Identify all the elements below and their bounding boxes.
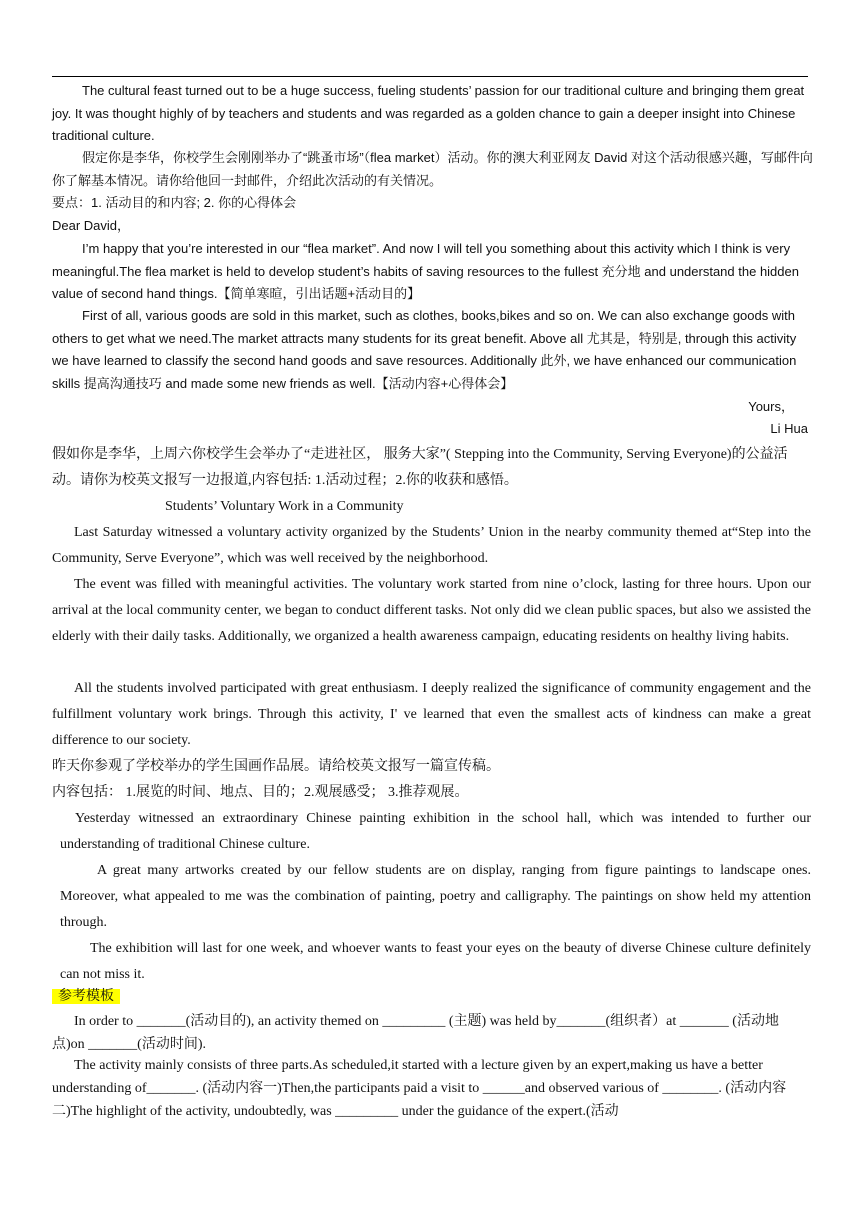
s3-paragraph-3: The exhibition will last for one week, and whoever wants to feast your eyes on the beauty of diverse Chinese culture definitely can not miss it. <box>60 941 811 982</box>
s3-prompt: 昨天你参观了学校举办的学生国画作品展。请给校英文报写一篇宣传稿。 <box>52 759 500 774</box>
template-paragraph-1: In order to _______(活动目的), an activity themed on _________ (主题) was held by_______(组织者）at _______ (活动地点)on _______(活动时间). <box>52 1014 779 1052</box>
s1-paragraph-1: I’m happy that you’re interested in our “flea market”. And now I will tell you something about this activity which I think is very meaningful.The flea market is held to develop student’s habits of saving resources to the fullest 充分地 and understand the hidden value of second hand things.【简单寒暄，引出话题+活动目的】 <box>52 241 799 302</box>
top-rule <box>52 76 808 77</box>
s3-paragraph-1: Yesterday witnessed an extraordinary Chinese painting exhibition in the school hall, which was intended to further our understanding of traditional Chinese culture. <box>60 811 811 852</box>
s2-paragraph-1: Last Saturday witnessed a voluntary activity organized by the Students’ Union in the nearby community themed at“Step into the Community, Serve Everyone”, which was well received by the neighborhood. <box>52 525 811 566</box>
s2-paragraph-3: All the students involved participated with great enthusiasm. I deeply realized the significance of community engagement and the fulfillment voluntary work brings. Through this activity, I' ve learned that even the smallest acts of kindness can make a great difference to our society. <box>52 681 811 748</box>
s1-signature: Li Hua <box>770 421 808 436</box>
s1-intro: The cultural feast turned out to be a huge success, fueling students’ passion for our traditional culture and bringing them great joy. It was thought highly of by teachers and students and was regarded as a golden chance to gain a deeper insight into Chinese traditional culture. <box>52 83 805 144</box>
template-label-text: 参考模板 <box>52 989 120 1004</box>
s1-paragraph-2: First of all, various goods are sold in this market, such as clothes, books,bikes and so on. We can also exchange goods with others to get what we need.The market attracts many students for its great benefit. Above all 尤其是，特别是, through this activity we have learned to classify the second hand goods and save resources. Additionally 此外, we have enhanced our communication skills 提高沟通技巧 and made some new friends as well.【活动内容+心得体会】 <box>52 308 797 391</box>
s2-title: Students’ Voluntary Work in a Community <box>165 499 404 514</box>
s3-paragraph-2: A great many artworks created by our fellow students are on display, ranging from figure paintings to landscape ones. Moreover, what appealed to me was the combination of painting, poetry and calligraphy. The paintings on show held my attention through. <box>60 863 811 930</box>
template-label <box>52 984 132 1010</box>
s1-points: 要点：1. 活动目的和内容; 2. 你的心得体会 <box>52 195 297 210</box>
template-paragraph-2: The activity mainly consists of three parts.As scheduled,it started with a lecture given by an expert,making us have a better understanding of_______. (活动内容一)Then,the participants paid a visit to ______and observed various of ________. (活动内容二)The highlight of the activity, undoubtedly, was _________ under the guidance of the expert.(活动 <box>52 1058 787 1119</box>
s1-greeting: Dear David， <box>52 218 131 233</box>
s1-closing: Yours， <box>748 399 794 414</box>
s2-prompt: 假如你是李华，上周六你校学生会举办了“走进社区， 服务大家”( Stepping into the Community, Serving Everyone)的公益活动。请你为校英文报写一边报道,内容包括: 1.活动过程；2.你的收获和感悟。 <box>52 447 788 488</box>
s1-prompt: 假定你是李华，你校学生会刚刚举办了“跳蚤市场”（flea market）活动。你的澳大利亚网友 David 对这个活动很感兴趣，写邮件向你了解基本情况。请你给他回一封邮件，介绍此次活动的有关情况。 <box>52 150 813 188</box>
s3-points: 内容包括： 1.展览的时间、地点、目的；2.观展感受； 3.推荐观展。 <box>52 785 469 800</box>
s2-paragraph-2: The event was filled with meaningful activities. The voluntary work started from nine o’clock, lasting for three hours. Upon our arrival at the local community center, we began to conduct different tasks. Not only did we clean public spaces, but also we assisted the elderly with their daily tasks. Additionally, we organized a health awareness campaign, educating residents on healthy living habits. <box>52 577 811 644</box>
